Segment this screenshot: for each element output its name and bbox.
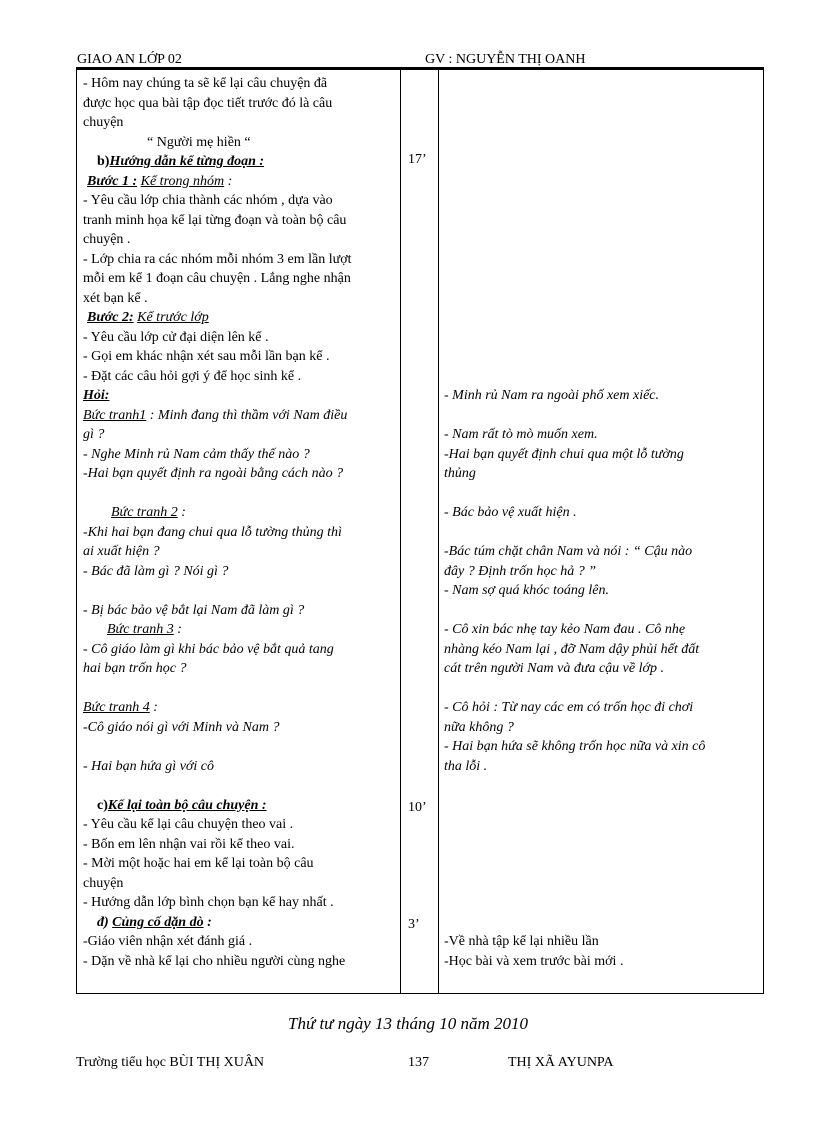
section-c-heading (83, 796, 391, 816)
section-b-heading (83, 152, 391, 172)
intro-line: - Hôm nay chúng ta sẽ kể lại câu chuyện đã (83, 76, 328, 91)
step2-text: Kể trước lớp (137, 310, 209, 325)
step2-line: - Gọi em khác nhận xét sau mỗi lần bạn kể . (83, 349, 330, 364)
section-c-title: Kể lại toàn bộ câu chuyện : (107, 797, 267, 813)
answer: đây ? Định trốn học hả ? ” (444, 563, 597, 579)
answer: - Nam rất tò mò muốn xem. (444, 427, 598, 442)
answer: - Cô hỏi : Từ nay các em có trốn học đi chơi (444, 700, 694, 715)
picture1-q3: -Hai bạn quyết định ra ngoài bằng cách nào ? (83, 466, 344, 481)
picture2-label: Bức tranh 2 (111, 505, 178, 520)
spacer (444, 679, 754, 699)
step1-line: tranh minh họa kể lại từng đoạn và toàn bộ câu (83, 212, 347, 228)
spacer (444, 601, 754, 621)
spacer (83, 679, 391, 699)
section-d-heading (83, 913, 391, 933)
answer: -Hai bạn quyết định chui qua một lỗ tường (444, 446, 684, 462)
section-d-prefix: đ) (97, 914, 109, 930)
step2-heading (83, 308, 391, 328)
section-d-line: - Dặn về nhà kể lại cho nhiều người cùng nghe (83, 953, 346, 969)
picture2-q2: - Bác đã làm gì ? Nói gì ? (83, 563, 229, 579)
picture3-heading (83, 620, 391, 640)
step2-line: - Đặt các câu hỏi gợi ý để học sinh kể . (83, 368, 302, 384)
section-c-line: - Yêu cầu kể lại câu chuyện theo vai . (83, 817, 294, 832)
teacher-activities (83, 74, 391, 971)
date-line: Thứ tư ngày 13 tháng 10 năm 2010 (287, 1014, 529, 1033)
picture3-label: Bức tranh 3 (107, 622, 174, 637)
picture1-label: Bức tranh1 (83, 407, 147, 423)
footer-page-number: 137 (408, 1055, 429, 1070)
answer: -Bác túm chặt chân Nam và nói : “ Cậu nào (444, 544, 693, 559)
spacer (444, 523, 754, 543)
answer: - Nam sợ quá khóc toáng lên. (444, 583, 609, 598)
picture3-q1-cont: hai bạn trốn học ? (83, 661, 187, 676)
answer: nhàng kéo Nam lại , đỡ Nam dậy phủi hết đất (444, 641, 700, 657)
section-d-colon: : (203, 914, 212, 930)
picture2-q1: -Khi hai bạn đang chui qua lỗ tường thủng thì (83, 524, 342, 540)
answer-text: - Minh rủ Nam ra ngoài phố xem xiếc. (444, 388, 660, 403)
footer-town: THỊ XÃ AYUNPA (508, 1055, 614, 1070)
footer-school: Trường tiểu học BÙI THỊ XUÂN (76, 1055, 265, 1070)
picture4-q2: - Hai bạn hứa gì với cô (83, 758, 214, 774)
column-divider-1 (400, 70, 401, 993)
step1-line: xét bạn kể . (83, 290, 148, 306)
picture3-colon: : (173, 622, 182, 637)
step1-line: - Yêu cầu lớp chia thành các nhóm , dựa vào (83, 193, 333, 208)
picture4-heading (83, 698, 391, 718)
spacer (444, 484, 754, 504)
section-c-line: - Bốn em lên nhận vai rồi kể theo vai. (83, 836, 295, 852)
answer: cát trên người Nam và đưa cậu về lớp . (444, 661, 664, 676)
section-c-line: chuyện (83, 875, 124, 891)
step2-line: - Yêu cầu lớp cử đại diện lên kể . (83, 329, 269, 345)
header-lesson-plan: GIAO AN LỚP 02 (77, 52, 182, 67)
picture4-q1: -Cô giáo nói gì với Minh và Nam ? (83, 719, 280, 735)
step1-colon: : (224, 173, 233, 189)
picture4-label: Bức tranh 4 (83, 700, 150, 715)
step1-line: mỗi em kể 1 đoạn câu chuyện . Lắng nghe nhận (83, 271, 351, 286)
section-d-line: -Giáo viên nhận xét đánh giá . (83, 934, 253, 949)
answer (444, 386, 754, 406)
section-b-prefix: b) (97, 154, 110, 169)
intro-line: chuyện (83, 115, 124, 130)
homework: -Học bài và xem trước bài mới . (444, 953, 624, 969)
intro-line: được học qua bài tập đọc tiết trước đó là câu (83, 95, 333, 111)
picture2-q3: - Bị bác bảo vệ bắt lại Nam đã làm gì ? (83, 602, 305, 618)
section-c-prefix: c) (97, 797, 108, 813)
time-step-c: 10’ (408, 800, 427, 815)
answer: tha lỗi . (444, 758, 488, 774)
section-b-title: Hướng dẫn kể từng đoạn : (109, 154, 265, 169)
picture2-colon: : (177, 505, 186, 520)
homework: -Về nhà tập kể lại nhiều lần (444, 934, 599, 949)
picture1-q1-cont: gì ? (83, 427, 105, 442)
picture3-q1: - Cô giáo làm gì khi bác bảo vệ bắt quả tang (83, 641, 334, 657)
step1-heading (83, 172, 391, 192)
section-d-title: Củng cố dặn dò (112, 914, 204, 930)
picture4-colon: : (149, 700, 158, 715)
step2-label: Bước 2: (87, 310, 134, 325)
picture1-q1: : Minh đang thì thầm với Nam điều (146, 407, 348, 423)
picture1-question (83, 406, 391, 426)
section-c-line: - Mời một hoặc hai em kể lại toàn bộ câu (83, 856, 314, 871)
section-c-line: - Hướng dẫn lớp bình chọn bạn kể hay nhất . (83, 895, 334, 910)
spacer (444, 406, 754, 426)
picture1-q2: - Nghe Minh rủ Nam cảm thấy thế nào ? (83, 446, 310, 462)
step1-label: Bước 1 : (87, 173, 138, 189)
answer: nữa không ? (444, 719, 514, 735)
step1-line: - Lớp chia ra các nhóm mỗi nhóm 3 em lần lượt (83, 251, 352, 267)
spacer (83, 581, 391, 601)
spacer (83, 776, 391, 796)
column-divider-2 (438, 70, 439, 993)
picture2-heading (83, 503, 391, 523)
time-step-b: 17’ (408, 152, 427, 167)
questions-heading: Hỏi: (83, 388, 110, 403)
answer: - Bác bảo vệ xuất hiện . (444, 505, 577, 520)
time-step-d: 3’ (408, 917, 420, 932)
answer: - Cô xin bác nhẹ tay kẻo Nam đau . Cô nhẹ (444, 622, 686, 637)
header-teacher: GV : NGUYỄN THỊ OANH (425, 52, 586, 67)
answer: - Hai bạn hứa sẽ không trốn học nữa và xin cô (444, 739, 706, 754)
spacer (83, 484, 391, 504)
story-title: “ Người mẹ hiền “ (147, 134, 251, 150)
student-activities (444, 74, 754, 971)
spacer (83, 737, 391, 757)
step1-line: chuyện . (83, 232, 131, 247)
step1-text: Kể trong nhóm (140, 173, 225, 189)
picture2-q1-cont: ai xuất hiện ? (83, 544, 160, 559)
answer: thủng (444, 466, 476, 481)
lesson-table (76, 68, 764, 994)
